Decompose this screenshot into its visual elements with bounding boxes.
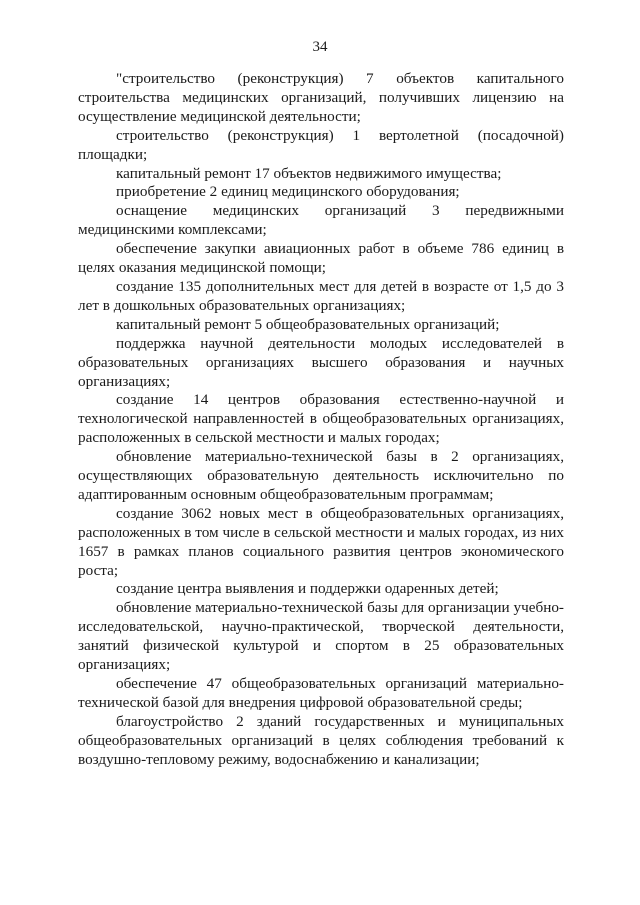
paragraph: приобретение 2 единиц медицинского оборудования; xyxy=(116,183,460,201)
paragraph: поддержка научной деятельности молодых исследователей в образовательных организациях высшего образования и научных организациях; xyxy=(78,334,564,390)
paragraph: обеспечение закупки авиационных работ в объеме 786 единиц в целях оказания медицинской помощи; xyxy=(78,240,564,277)
paragraph: создание центра выявления и поддержки одаренных детей; xyxy=(116,580,499,598)
paragraph: создание 3062 новых мест в общеобразовательных организациях, расположенных в том числе в сельской местности и малых городах, из них 1657 в рамках планов социального развития центров экономического роста; xyxy=(78,504,564,579)
paragraph: строительство (реконструкция) 1 вертолетной (посадочной) площадки; xyxy=(78,126,564,163)
paragraph: обновление материально-технической базы в 2 организациях, осуществляющих образовательную деятельность исключительно по адаптированным основным общеобразовательным программам; xyxy=(78,448,564,503)
paragraph: обновление материально-технической базы для организации учебно-исследовательской, научно-практической, творческой деятельности, занятий физической культурой и спортом в 25 образовательных организациях; xyxy=(78,599,564,674)
page-number: 34 xyxy=(312,39,328,55)
paragraph: оснащение медицинских организаций 3 передвижными медицинскими комплексами; xyxy=(78,202,564,239)
paragraph: капитальный ремонт 5 общеобразовательных организаций; xyxy=(116,315,500,333)
paragraph: "строительство (реконструкция) 7 объектов капитального строительства медицинских организаций, получивших лицензию на осуществление медицинской деятельности; xyxy=(78,70,564,125)
paragraph: создание 135 дополнительных мест для детей в возрасте от 1,5 до 3 лет в дошкольных образовательных организациях; xyxy=(78,277,564,314)
paragraph: капитальный ремонт 17 объектов недвижимого имущества; xyxy=(116,164,502,182)
paragraph: создание 14 центров образования естественно-научной и технологической направленностей в общеобразовательных организациях, расположенных в сельской местности и малых городах; xyxy=(78,391,564,447)
paragraph: благоустройство 2 зданий государственных и муниципальных общеобразовательных организаций в целях соблюдения требований к воздушно-тепловому режиму, водоснабжению и канализации; xyxy=(78,712,564,768)
paragraph: обеспечение 47 общеобразовательных организаций материально-технической базой для внедрения цифровой образовательной среды; xyxy=(78,675,564,711)
document-body xyxy=(78,70,564,770)
